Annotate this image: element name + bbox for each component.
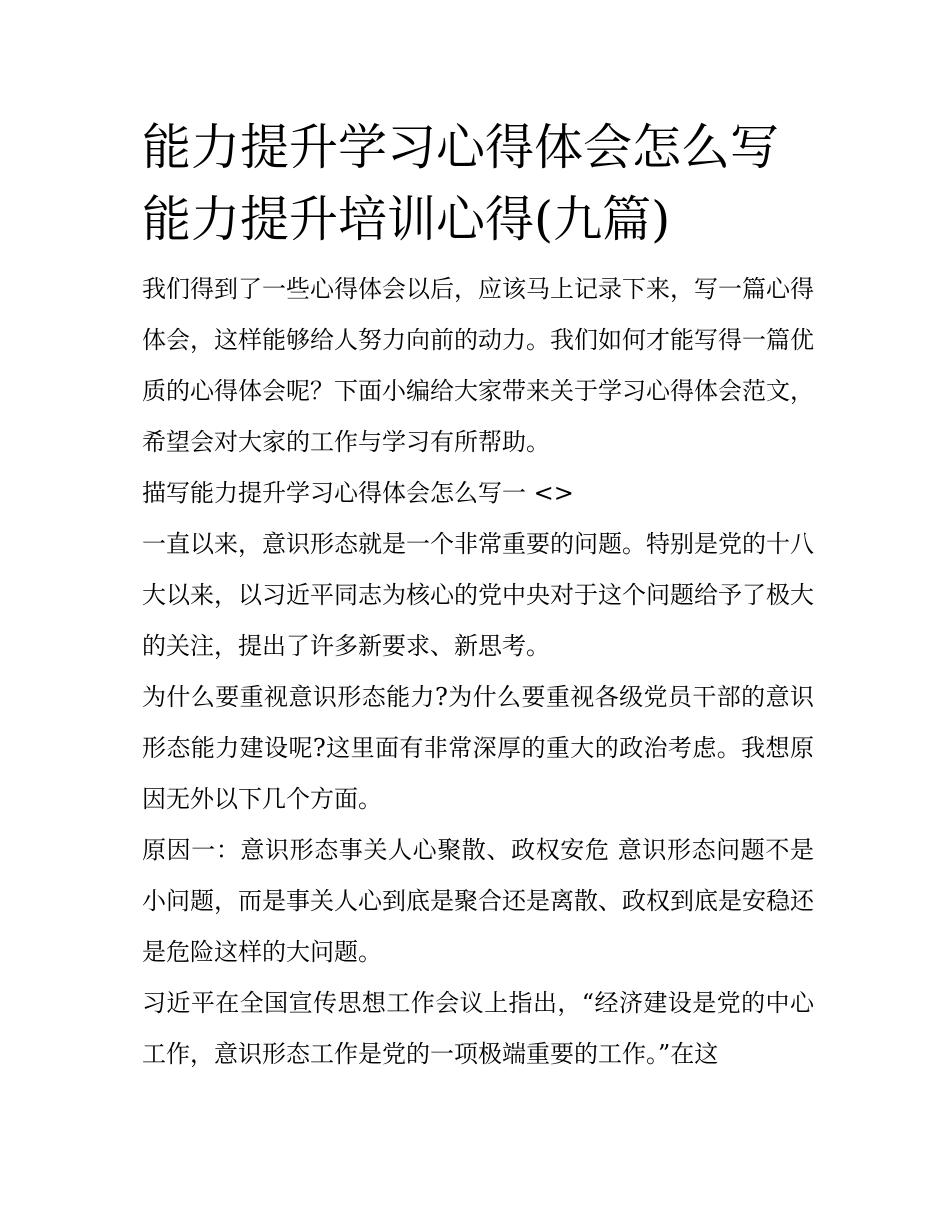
document-content xyxy=(142,112,814,1080)
body-paragraph-4: 习近平在全国宣传思想工作会议上指出，“经济建设是党的中心工作，意识形态工作是党的一项极端重要的工作。”在这 xyxy=(142,989,814,1068)
body-paragraph-3: 原因一：意识形态事关人心聚散、政权安危 意识形态问题不是小问题，而是事关人心到底是聚合还是离散、政权到底是安稳还是危险这样的大问题。 xyxy=(142,836,814,966)
section-heading: 描写能力提升学习心得体会怎么写一 <> xyxy=(142,479,574,507)
document-title xyxy=(142,112,814,256)
body-paragraph-2: 为什么要重视意识形态能力?为什么要重视各级党员干部的意识形态能力建设呢?这里面有非常深厚的重大的政治考虑。我想原因无外以下几个方面。 xyxy=(142,683,814,813)
intro-paragraph: 我们得到了一些心得体会以后，应该马上记录下来，写一篇心得体会，这样能够给人努力向前的动力。我们如何才能写得一篇优质的心得体会呢？下面小编给大家带来关于学习心得体会范文，希望会对大家的工作与学习有所帮助。 xyxy=(142,275,814,456)
title-line-1: 能力提升学习心得体会怎么写 xyxy=(142,119,780,176)
body-paragraph-1: 一直以来，意识形态就是一个非常重要的问题。特别是党的十八大以来，以习近平同志为核心的党中央对于这个问题给予了极大的关注，提出了许多新要求、新思考。 xyxy=(142,530,814,660)
title-line-2: 能力提升培训心得(九篇) xyxy=(142,191,671,248)
